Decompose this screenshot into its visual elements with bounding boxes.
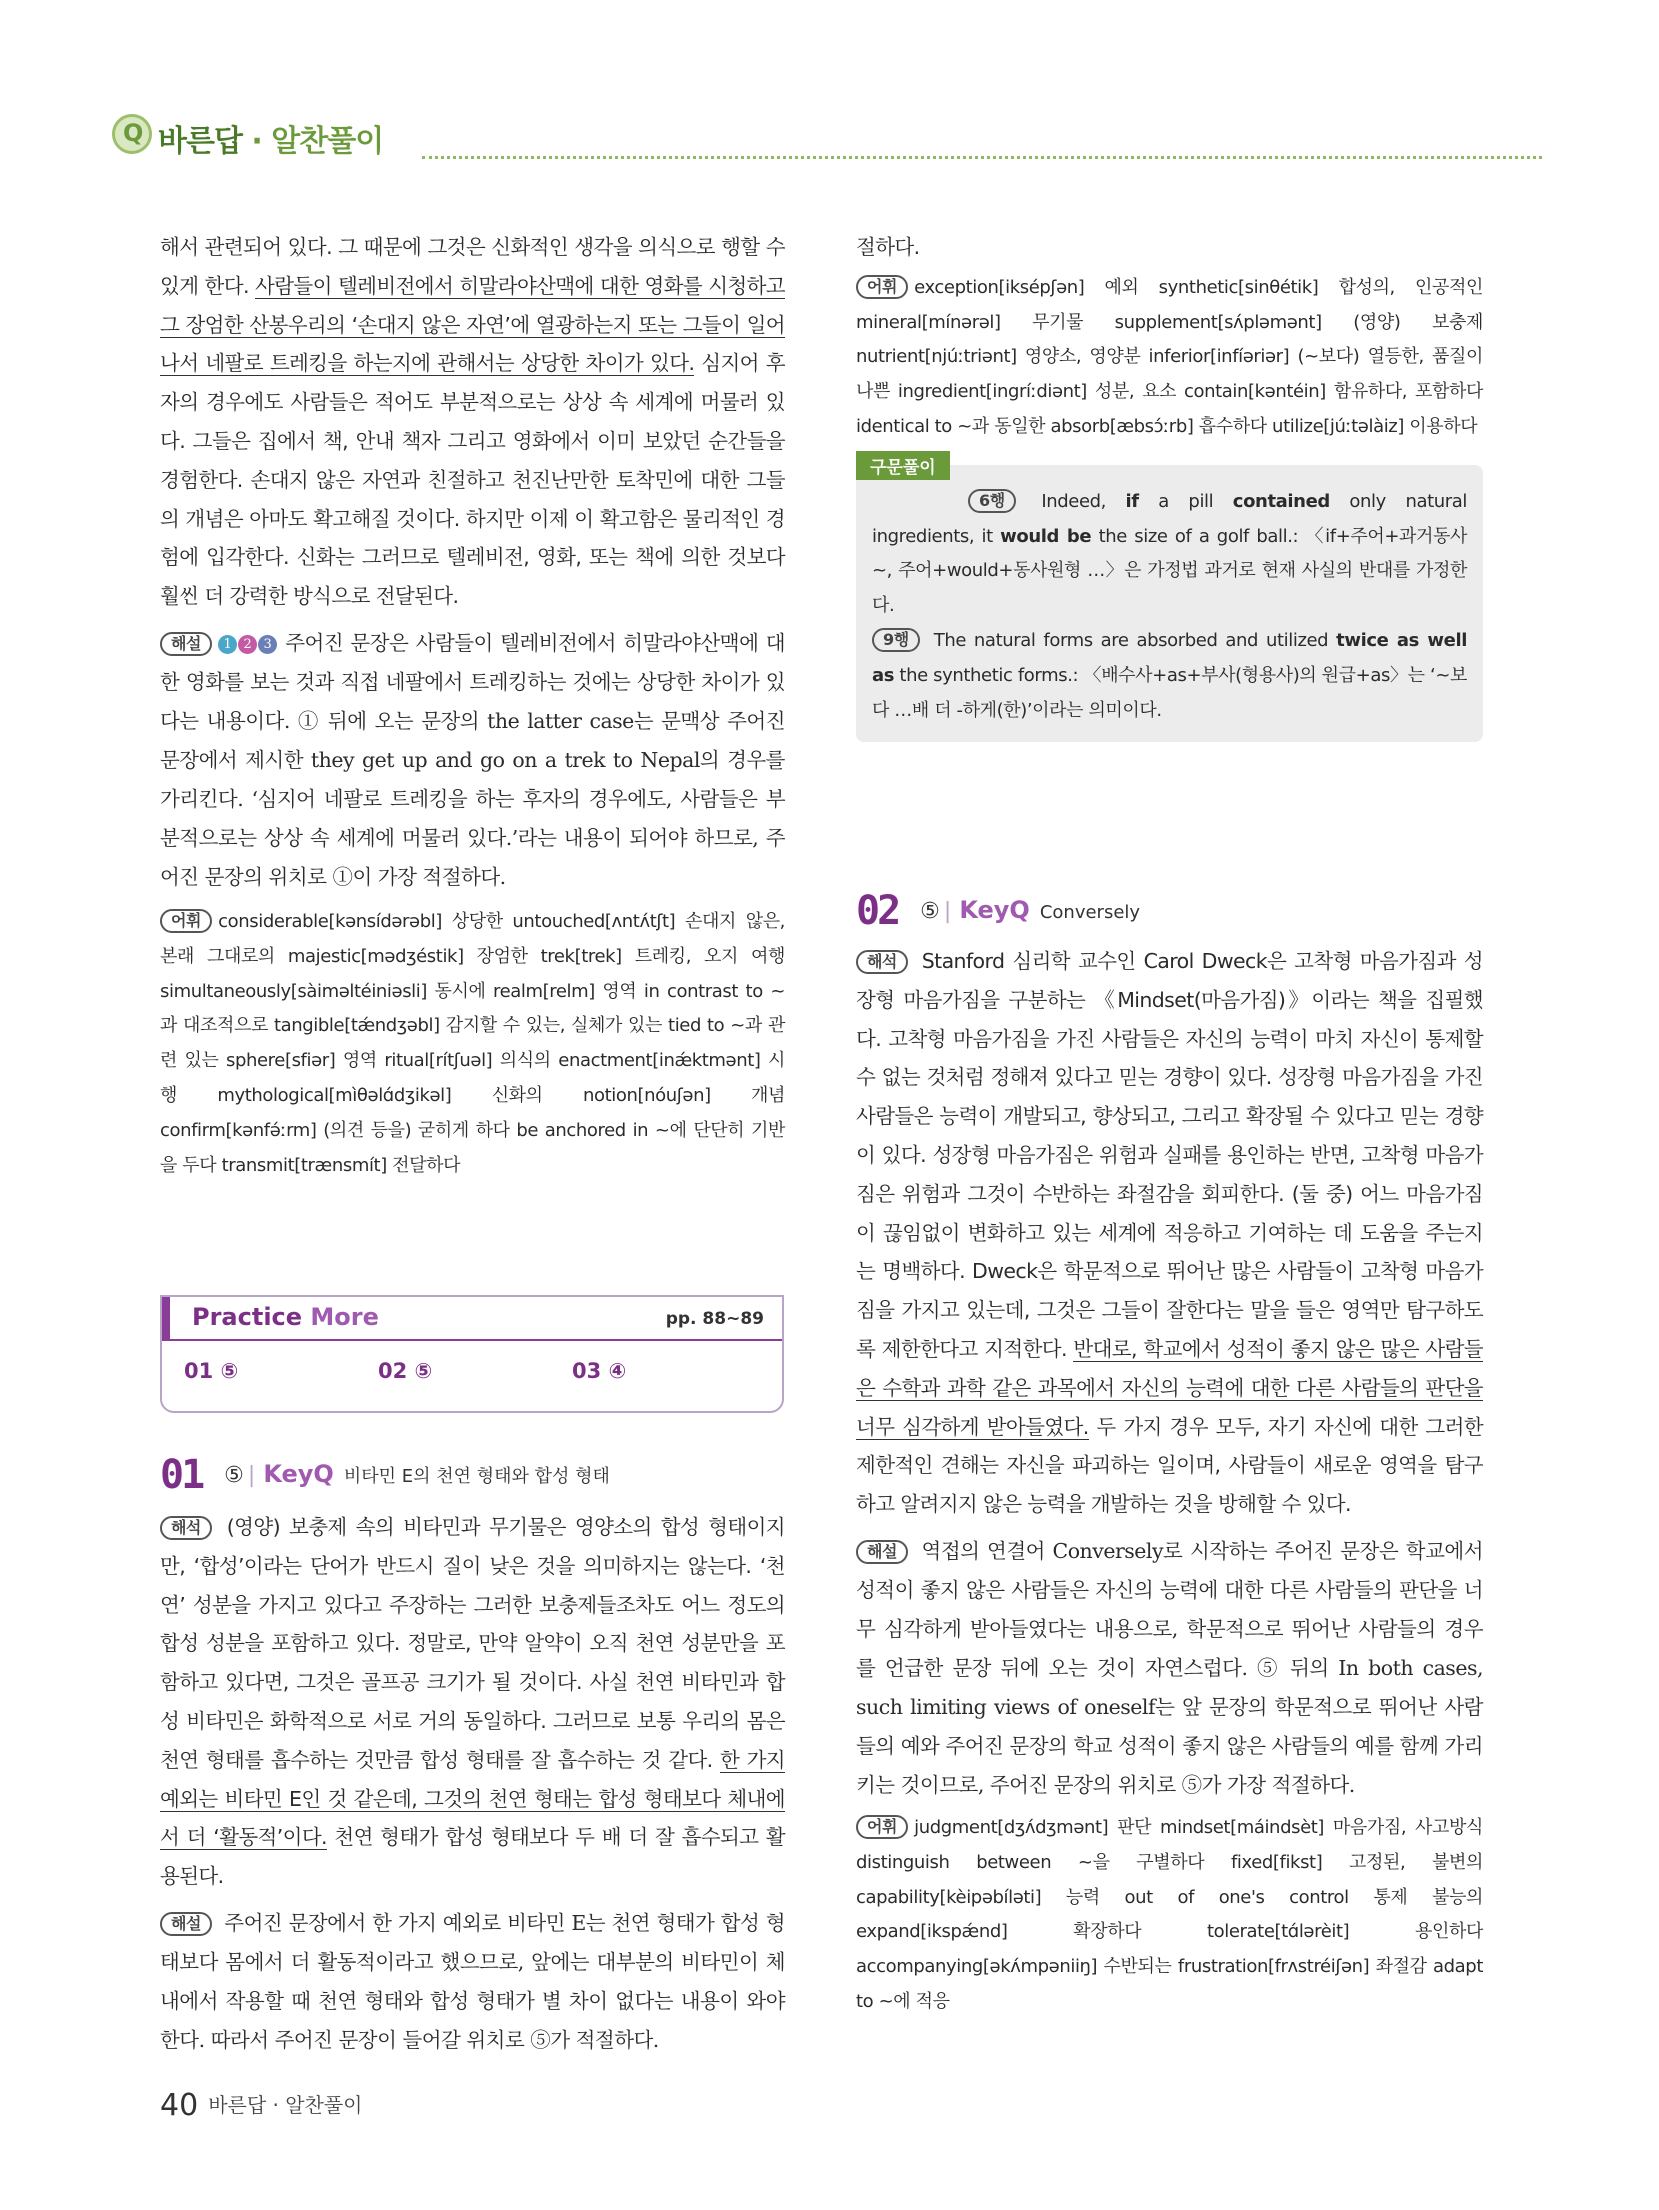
keyq-badge: KeyQ xyxy=(263,1460,334,1488)
left-intro-paragraph: 해서 관련되어 있다. 그 때문에 그것은 신화적인 생각을 의식으로 행할 수 있게 한다. 사람들이 텔레비전에서 히말라야산맥에 대한 영화를 시청하고 그 장엄한 산봉우리의 ‘손대지 않은 자연’에 열광하는지 또는 그들이 일어나서 네팔로 트레킹을 하는지에 관해서는 상당한 차이가 있다. 심지어 후자의 경우에도 사람들은 적어도 부분적으로는 상상 속 세계에 머물러 있다. 그들은 집에서 책, 안내 책자 그리고 영화에서 이미 보았던 순간들을 경험한다. 손대지 않은 자연과 친절하고 천진난만한 토착민에 대한 그들의 개념은 아마도 확고해질 것이다. 하지만 이제 이 확고함은 물리적인 경험에 입각한다. 신화는 그러므로 텔레비전, 영화, 또는 책에 의한 것보다 훨씬 더 강력한 방식으로 전달된다. xyxy=(160,235,786,609)
q-logo-icon: Q xyxy=(112,114,152,154)
question-01-explanation: 해설 주어진 문장에서 한 가지 예외로 비타민 E는 천연 형태가 합성 형태보다 몸에서 더 활동적이라고 했으므로, 앞에는 대부분의 비타민이 체내에서 작용할 때 천연 형태와 합성 형태가 별 차이 없다는 내용이 와야 한다. 따라서 주어진 문장이 들어갈 위치로 ⑤가 적절하다. xyxy=(160,1910,785,2052)
step-2-icon: 2 xyxy=(238,635,257,654)
step-3-icon: 3 xyxy=(258,635,277,654)
practice-answer-01: 01 ⑤ xyxy=(184,1359,239,1383)
practice-answer-03: 03 ④ xyxy=(572,1359,627,1383)
header-divider xyxy=(422,156,1542,159)
grammar-item-2: 9행 The natural forms are absorbed and utilized twice as well as the synthetic forms.: 〈배수사+as+부사(형용사)의 원급+as〉는 ‘~보다 …배 더 -하게(한)’이라는 의미이다. xyxy=(872,629,1468,721)
right-continuation: 절하다. xyxy=(856,235,920,259)
page-footer xyxy=(160,2088,363,2123)
practice-answer-02: 02 ⑤ xyxy=(378,1359,433,1383)
page-header xyxy=(112,110,1542,164)
footer-label: 바른답 · 알찬풀이 xyxy=(208,2093,363,2117)
question-02 xyxy=(856,888,1483,2020)
step-1-icon: 1 xyxy=(218,635,237,654)
practice-more-title: Practice More xyxy=(192,1303,379,1331)
question-01-translation: 해석 (영양) 보충제 속의 비타민과 무기물은 영양소의 합성 형태이지만, ‘합성’이라는 단어가 반드시 질이 낮은 것을 의미하지는 않는다. ‘천연’ 성분을 가지고 있다고 주장하는 그러한 보충제들조차도 어느 정도의 합성 성분을 포함하고 있다. 정말로, 만약 알약이 오직 천연 성분만을 포함하고 있다면, 그것은 골프공 크기가 될 것이다. 사실 천연 비타민과 합성 비타민은 화학적으로 서로 거의 동일하다. 그러므로 보통 우리의 몸은 천연 형태를 흡수하는 것만큼 합성 형태를 잘 흡수하는 것 같다. 한 가지 예외는 비타민 E인 것 같은데, 그것의 천연 형태는 합성 형태보다 체내에서 더 ‘활동적’이다. 천연 형태가 합성 형태보다 두 배 더 잘 흡수되고 활용된다. xyxy=(160,1515,785,1889)
right-vocabulary: 어휘 exception[iksépʃən] 예외 synthetic[sinθétik] 합성의, 인공적인 mineral[mínərəl] 무기물 supplement[sʌ́pləmənt] (영양) 보충제 nutrient[njúːtriənt] 영양소, 영양분 inferior[infíəriər] (~보다) 열등한, 품질이 나쁜 ingredient[ingríːdiənt] 성분, 요소 contain[kəntéin] 함유하다, 포함하다 identical to ~과 동일한 absorb[æbsɔ́ːrb] 흡수하다 utilize[júːtəlàiz] 이용하다 xyxy=(856,276,1483,437)
practice-pages: pp. 88~89 xyxy=(665,1309,764,1329)
header-title: 바른답 · 알찬풀이 xyxy=(158,124,384,159)
question-01-header: 01 ⑤ | KeyQ 비타민 E의 천연 형태와 합성 형태 xyxy=(160,1452,610,1498)
question-02-explanation: 해설 역접의 연결어 Conversely로 시작하는 주어진 문장은 학교에서 성적이 좋지 않은 사람들은 자신의 능력에 대한 다른 사람들의 판단을 너무 심각하게 받아들였다는 내용으로, 학문적으로 뛰어난 사람들의 경우를 언급한 문장 뒤에 오는 것이 자연스럽다. ⑤ 뒤의 In both cases, such limiting views of oneself는 앞 문장의 학문적으로 뛰어난 사람들의 예와 주어진 문장의 학교 성적이 좋지 않은 사람들의 예를 함께 가리키는 것이므로, 주어진 문장의 위치로 ⑤가 가장 적절하다. xyxy=(856,1538,1483,1797)
vocab-tag: 어휘 xyxy=(160,909,212,933)
left-column xyxy=(160,228,785,1183)
haeseol-tag: 해설 xyxy=(160,632,212,656)
question-02-vocabulary: 어휘 judgment[dʒʌ́dʒmənt] 판단 mindset[máindsèt] 마음가짐, 사고방식 distinguish between ~을 구별하다 fixed[fikst] 고정된, 불변의 capability[kèipəbíləti] 능력 out of one's control 통제 불능의 expand[ikspǽnd] 확장하다 tolerate[tɑ́lərèit] 용인하다 accompanying[əkʌ́mpəniiŋ] 수반되는 frustration[frʌstréiʃən] 좌절감 adapt to ~에 적응 xyxy=(856,1816,1483,2012)
practice-more-header xyxy=(162,1297,782,1341)
grammar-tag: 구문풀이 xyxy=(856,451,950,480)
question-02-header: 02 ⑤ | KeyQ Conversely xyxy=(856,888,1141,934)
keyq-badge: KeyQ xyxy=(959,896,1030,924)
right-column xyxy=(856,228,1483,742)
page-number: 40 xyxy=(160,2088,199,2123)
grammar-item-1: 6행 Indeed, if a pill contained only natural ingredients, it would be the size of a golf ball.: 〈if+주어+과거동사 ~, 주어+would+동사원형 …〉은 가정법 과거로 현재 사실의 반대를 가정한다. xyxy=(872,490,1467,617)
practice-more-box xyxy=(160,1295,784,1413)
grammar-box xyxy=(856,457,1483,743)
question-02-translation: 해석 Stanford 심리학 교수인 Carol Dweck은 고착형 마음가짐과 성장형 마음가짐을 구분하는 《Mindset(마음가짐)》이라는 책을 집필했다. 고착형 마음가짐을 가진 사람들은 자신의 능력이 마치 자신이 통제할 수 없는 것처럼 정해져 있다고 믿는 경향이 있다. 성장형 마음가짐을 가진 사람들은 능력이 개발되고, 향상되고, 그리고 확장될 수 있다고 믿는 경향이 있다. 성장형 마음가짐은 위험과 실패를 용인하는 반면, 고착형 마음가짐은 위험과 그것이 수반하는 좌절감을 회피한다. (둘 중) 어느 마음가짐이 끊임없이 변화하고 있는 세계에 적응하고 기여하는 데 도움을 주는지는 명백하다. Dweck은 학문적으로 뛰어난 많은 사람들이 고착형 마음가짐을 가지고 있는데, 그것은 그들이 잘한다는 말을 들은 영역만 탐구하도록 제한한다고 지적한다. 반대로, 학교에서 성적이 좋지 않은 많은 사람들은 수학과 과학 같은 과목에서 자신의 능력에 대한 다른 사람들의 판단을 너무 심각하게 받아들였다. 두 가지 경우 모두, 자기 자신에 대한 그러한 제한적인 견해는 자신을 파괴하는 일이며, 사람들이 새로운 영역을 탐구하고 알려지지 않은 능력을 개발하는 것을 방해할 수 있다. xyxy=(856,949,1484,1517)
left-explanation: 해설 1 2 3 주어진 문장은 사람들이 텔레비전에서 히말라야산맥에 대한 영화를 보는 것과 직접 네팔에서 트레킹하는 것에는 상당한 차이가 있다는 내용이다. ① 뒤에 오는 문장의 the latter case는 문맥상 주어진 문장에서 제시한 they get up and go on a trek to Nepal의 경우를 가리킨다. ‘심지어 네팔로 트레킹을 하는 후자의 경우에도, 사람들은 부분적으로는 상상 속 세계에 머물러 있다.’라는 내용이 되어야 하므로, 주어진 문장의 위치로 ①이 가장 적절하다. xyxy=(160,630,785,889)
question-01 xyxy=(160,1452,785,2060)
left-vocabulary: 어휘 considerable[kənsídərəbl] 상당한 untouched[ʌntʌ́tʃt] 손대지 않은, 본래 그대로의 majestic[mədʒéstik] 장엄한 trek[trek] 트레킹, 오지 여행 simultaneously[sàiməltéiniəsli] 동시에 realm[relm] 영역 in contrast to ~과 대조적으로 tangible[tǽndʒəbl] 감지할 수 있는, 실체가 있는 tied to ~과 관련 있는 sphere[sfiər] 영역 ritual[rítʃuəl] 의식의 enactment[inǽktmənt] 시행 mythological[mìθəlɑ́dʒikəl] 신화의 notion[nóuʃən] 개념 confirm[kənfə́ːrm] (의견 등을) 굳히게 하다 be anchored in ~에 단단히 기반을 두다 transmit[trænsmít] 전달하다 xyxy=(160,910,785,1176)
